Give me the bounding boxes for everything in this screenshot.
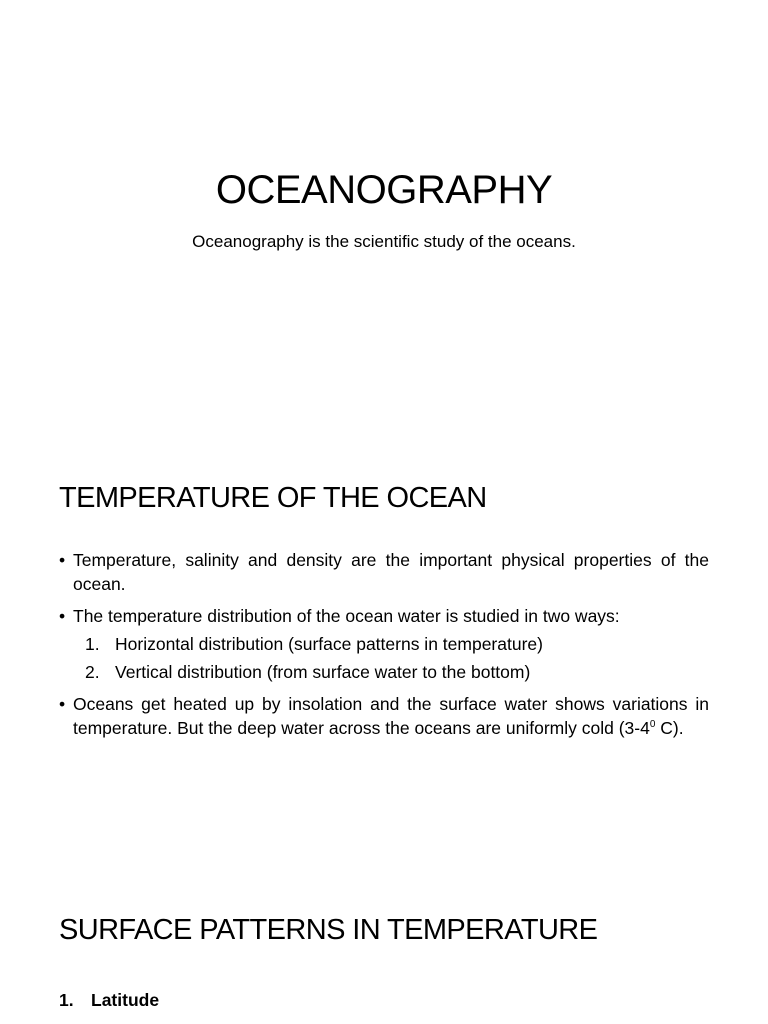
ways-list [73, 632, 709, 684]
slide-title-temperature: TEMPERATURE OF THE OCEAN [59, 482, 487, 514]
slide-temperature [0, 440, 768, 880]
bullet-icon: • [59, 606, 66, 626]
list-text: Latitude [91, 990, 160, 1010]
list-number: 1. [85, 634, 100, 654]
bullet-text: Oceans get heated up by insolation and the surface water shows variations in temperature. But the deep water across the oceans are uniformly cold (3-4 [73, 694, 709, 738]
bullet-text-suffix: C). [655, 718, 684, 738]
list-number: 1. [59, 990, 74, 1010]
bullet-list [59, 548, 709, 748]
slide-subtitle: Oceanography is the scientific study of the oceans. [192, 232, 576, 251]
list-number: 2. [85, 662, 100, 682]
superscript-zero: 0 [649, 719, 656, 730]
bullet-item [59, 604, 709, 684]
bullet-icon: • [59, 550, 66, 570]
slide-surface-patterns [0, 880, 768, 1024]
list-text: Vertical distribution (from surface water to the bottom) [115, 662, 531, 682]
list-item [85, 660, 709, 684]
bullet-item [59, 692, 709, 740]
bullet-icon: • [59, 694, 66, 714]
slide-title-surface-patterns: SURFACE PATTERNS IN TEMPERATURE [59, 914, 598, 946]
slide-title-page [0, 0, 768, 440]
list-item-latitude [59, 988, 159, 1012]
list-item [85, 632, 709, 656]
slide-title-oceanography: OCEANOGRAPHY [215, 168, 553, 212]
bullet-text: Temperature, salinity and density are the important physical properties of the ocean. [73, 550, 709, 594]
bullet-item [59, 548, 709, 596]
bullet-text: The temperature distribution of the ocean water is studied in two ways: [73, 606, 620, 626]
list-text: Horizontal distribution (surface patterns in temperature) [115, 634, 543, 654]
